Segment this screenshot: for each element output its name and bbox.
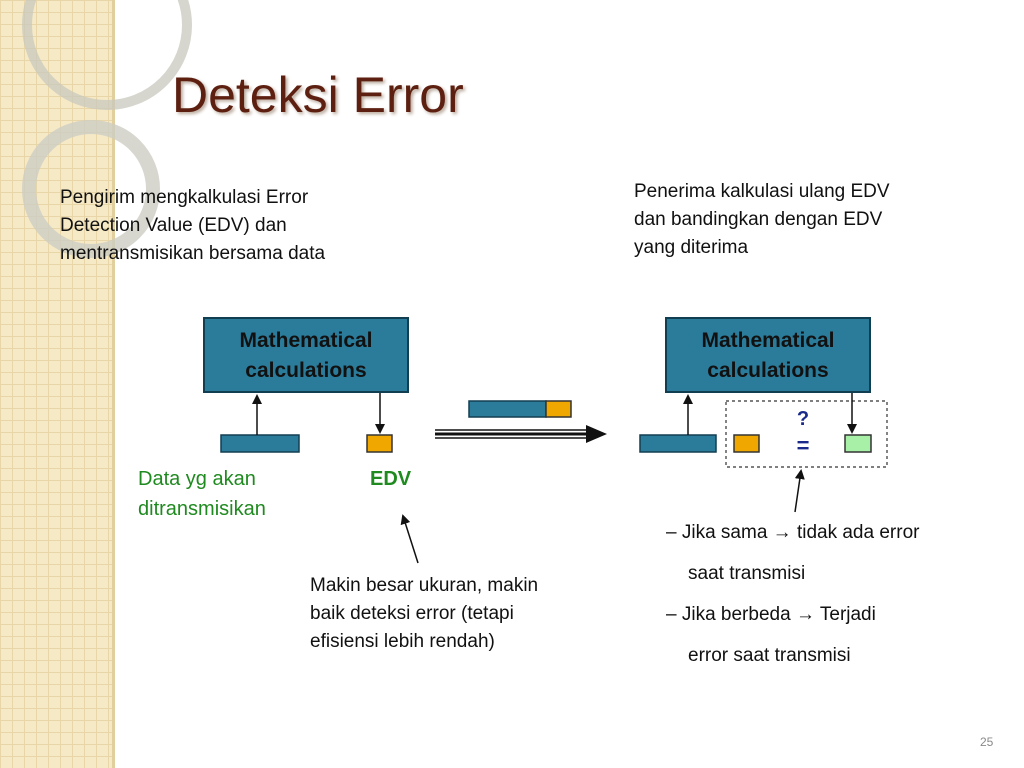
- receiver-note-line: Penerima kalkulasi ulang EDV: [634, 181, 890, 202]
- sender-edv-block: [367, 435, 392, 452]
- comparison-question-mark: ?: [796, 408, 810, 430]
- size-note-line: Makin besar ukuran, makin: [310, 575, 539, 596]
- received-data-block: [640, 435, 716, 452]
- calc-box-line: calculations: [245, 359, 367, 382]
- page-number: 25: [980, 735, 994, 749]
- calc-box-line: calculations: [707, 359, 829, 382]
- result-note-pointer: [795, 471, 801, 512]
- sender-note-line: Detection Value (EDV) dan: [60, 215, 287, 236]
- transmission-arrow: [435, 425, 607, 443]
- result-outcome: tidak ada error: [796, 522, 920, 543]
- transmitted-data-block: [469, 401, 546, 417]
- sender-data-block: [221, 435, 299, 452]
- result-note-different: [666, 594, 919, 635]
- result-dash: –: [666, 604, 677, 625]
- result-notes: [666, 512, 919, 676]
- result-condition: Jika berbeda: [681, 604, 791, 625]
- result-note-same: [666, 512, 919, 553]
- size-note: [310, 572, 538, 656]
- transmitted-edv-block: [546, 401, 571, 417]
- data-label-line: ditransmisikan: [138, 498, 266, 520]
- calc-box-line: Mathematical: [701, 329, 835, 352]
- result-condition: Jika sama: [681, 522, 768, 543]
- size-note-line: efisiensi lebih rendah): [310, 631, 495, 652]
- result-note-different-continuation: error saat transmisi: [688, 645, 851, 666]
- sender-note-line: mentransmisikan bersama data: [60, 243, 326, 264]
- receiver-note-line: yang diterima: [634, 237, 749, 258]
- edv-label: EDV: [370, 468, 412, 490]
- calc-box-line: Mathematical: [239, 329, 373, 352]
- recalculated-edv-block: [845, 435, 871, 452]
- size-note-pointer: [403, 516, 418, 563]
- sender-note-line: Pengirim mengkalkulasi Error: [60, 187, 309, 208]
- size-note-line: baik deteksi error (tetapi: [310, 603, 514, 624]
- right-arrow-icon: →: [795, 604, 815, 625]
- data-label-line: Data yg akan: [138, 468, 256, 490]
- result-note-same-continuation: saat transmisi: [688, 563, 806, 584]
- result-dash: –: [666, 522, 677, 543]
- result-outcome: Terjadi: [819, 604, 876, 625]
- right-arrow-icon: →: [772, 522, 792, 543]
- data-label: [138, 464, 266, 524]
- receiver-note-line: dan bandingkan dengan EDV: [634, 209, 883, 230]
- comparison-equals-sign: =: [796, 433, 810, 458]
- slide-title: Deteksi Error: [172, 67, 464, 123]
- received-edv-block: [734, 435, 759, 452]
